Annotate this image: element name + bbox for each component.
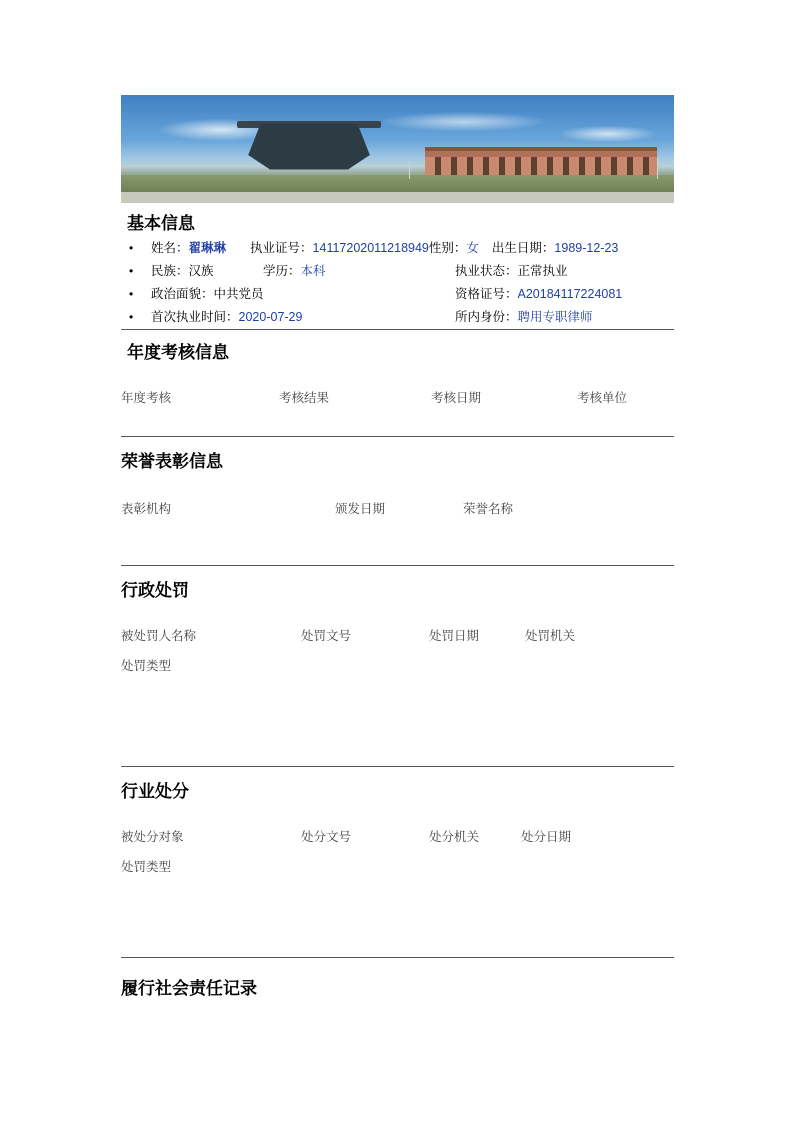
- license-value: 14117202011218949: [312, 241, 429, 255]
- table-header-row: [121, 493, 674, 523]
- column-sanction-type: 处罚类型: [121, 860, 172, 874]
- table-header-row: [121, 620, 674, 650]
- basic-info-row-1: [121, 237, 674, 260]
- basic-info-row-3: [121, 283, 674, 306]
- section-title-basic-info: 基本信息: [127, 214, 195, 233]
- name-value: 翟琳琳: [188, 241, 227, 255]
- pole-icon: [657, 158, 658, 180]
- table-header-row: [121, 382, 674, 412]
- birth-value: 1989-12-23: [554, 241, 619, 255]
- section-title-honors: 荣誉表彰信息: [121, 452, 223, 471]
- cert-number-value: A20184117224081: [517, 287, 623, 301]
- section-administrative-penalty: [121, 578, 674, 766]
- firm-identity-value: 聘用专职律师: [517, 310, 593, 324]
- basic-info-row-4: [121, 306, 674, 329]
- ethnic-value: 汉族: [188, 264, 214, 278]
- column-penalty-type: 处罚类型: [121, 659, 172, 673]
- divider-after-annual-review: [121, 436, 674, 437]
- industry-sanction-empty-area: [121, 881, 674, 957]
- table-header-row-secondary: [121, 851, 674, 881]
- cert-number-label: 资格证号：: [455, 287, 518, 301]
- gender-label: 性别：: [428, 241, 467, 255]
- honors-table: [121, 493, 674, 523]
- divider-after-basic-info: [121, 329, 674, 330]
- column-review-result: 考核结果: [279, 391, 330, 405]
- first-practice-label: 首次执业时间：: [151, 310, 239, 324]
- column-sanctioned-target: 被处分对象: [121, 830, 184, 844]
- firm-identity-label: 所内身份：: [455, 310, 518, 324]
- education-label: 学历：: [263, 264, 301, 278]
- column-penalty-authority: 处罚机关: [525, 629, 576, 643]
- first-practice-value: 2020-07-29: [238, 310, 303, 324]
- column-sanction-date: 处分日期: [521, 830, 572, 844]
- administrative-penalty-empty-area: [121, 680, 674, 766]
- column-penalty-document-no: 处罚文号: [301, 629, 352, 643]
- license-label: 执业证号：: [250, 241, 313, 255]
- column-honor-name: 荣誉名称: [463, 502, 514, 516]
- section-title-administrative-penalty: 行政处罚: [121, 581, 189, 600]
- birth-label: 出生日期：: [491, 241, 555, 255]
- plaza-decoration: [121, 192, 674, 203]
- column-penalty-date: 处罚日期: [429, 629, 480, 643]
- section-title-industry-sanction: 行业处分: [121, 782, 189, 801]
- colonnade-shape: [425, 147, 657, 175]
- document-content: [121, 95, 674, 1002]
- industry-sanction-table: [121, 821, 674, 881]
- section-industry-sanction: [121, 779, 674, 957]
- column-penalized-person: 被处罚人名称: [121, 629, 197, 643]
- practice-status-label: 执业状态：: [455, 264, 518, 278]
- practice-status-value: 正常执业: [517, 264, 568, 278]
- basic-info-row-2: [121, 260, 674, 283]
- gender-value: 女: [466, 241, 479, 255]
- section-title-annual-review: 年度考核信息: [127, 343, 229, 362]
- column-award-date: 颁发日期: [335, 502, 386, 516]
- table-header-row: [121, 821, 674, 851]
- museum-building-shape: [248, 124, 370, 169]
- column-review-unit: 考核单位: [577, 391, 628, 405]
- annual-review-table: [121, 382, 674, 412]
- basic-info-list: [121, 237, 674, 329]
- museum-photo-banner: [121, 95, 674, 203]
- political-status-value: 中共党员: [213, 287, 264, 301]
- column-annual-review: 年度考核: [121, 391, 172, 405]
- divider-after-honors: [121, 565, 674, 566]
- political-status-label: 政治面貌：: [151, 287, 214, 301]
- section-annual-review: [121, 340, 674, 412]
- section-title-social-responsibility: 履行社会责任记录: [121, 979, 257, 998]
- ethnic-label: 民族：: [151, 264, 189, 278]
- divider-after-administrative-penalty: [121, 766, 674, 767]
- pole-icon: [409, 162, 410, 179]
- column-sanction-document-no: 处分文号: [301, 830, 352, 844]
- administrative-penalty-table: [121, 620, 674, 680]
- column-sanction-authority: 处分机关: [429, 830, 480, 844]
- section-honors: [121, 449, 674, 523]
- column-award-institution: 表彰机构: [121, 502, 172, 516]
- column-review-date: 考核日期: [431, 391, 482, 405]
- table-header-row-secondary: [121, 650, 674, 680]
- name-label: 姓名：: [151, 241, 189, 255]
- education-value: 本科: [300, 264, 326, 278]
